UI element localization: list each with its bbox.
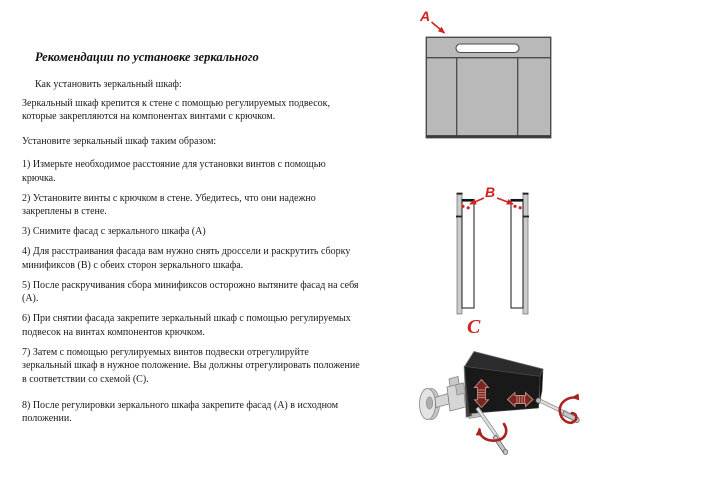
figure-b-label: B [485,184,496,200]
left-inner-panel [462,200,474,309]
intro-paragraph: Зеркальный шкаф крепится к стене с помощью регулируемых подвесок, которые закрепляются на компонентах винтами с крючком. [22,97,331,122]
right-panel [511,193,529,314]
left-outer-bar [457,193,462,314]
wall-anchor [420,389,450,420]
right-minifix-dot-1 [513,205,516,208]
figure-a-cabinet-front-view [415,6,565,141]
right-screwdriver [540,398,579,423]
step-1: 1) Измерьте необходимое расстояние для установки винтов с помощью крючка. [22,159,326,184]
step-3: 3) Снимите фасад с зеркального шкафа (А) [22,226,206,237]
step-5: 5) После раскручивания сбора минификсов осторожно вытяните фасад на себя (А). [22,279,359,304]
cabinet-light-slot [456,44,519,53]
step-8: 8) После регулировки зеркального шкафа закрепите фасад (А) в исходном положении. [22,399,339,424]
figure-b-minifix-panels [440,183,560,343]
right-bar-tick [524,216,530,218]
right-minifix-dot-2 [519,206,522,209]
steps-list [22,158,360,426]
figure-c-label: C [467,316,481,338]
instructions-column [22,50,360,432]
left-minifix-dot-1 [461,205,464,208]
callout-a [419,8,445,33]
left-bar-tick [456,216,462,218]
callout-b [470,184,513,204]
step-2: 2) Установите винты с крючком в стене. Убедитесь, что они надежно закреплены в стене. [22,192,316,217]
wall-disc-hole [426,397,432,409]
bracket-detail [456,383,466,395]
bottom-screwdriver [476,407,508,455]
step-6: 6) При снятии фасада закрепите зеркальный шкаф с помощью регулируемых подвесок на винтах компонентов крючком. [22,313,351,338]
adjustment-box [464,352,543,418]
right-outer-bar [523,193,528,314]
cabinet-drawing [426,37,550,137]
figure-a-label: A [420,8,431,24]
step-4: 4) Для расстраивания фасада вам нужно снять дроссели и раскрутить сборку минификсов (В) с обеих сторон зеркального шкафа. [22,246,351,271]
left-panel [456,193,474,314]
right-inner-panel [511,200,523,309]
page-title: Рекомендации по установке зеркального [35,50,259,64]
left-minifix-dot-2 [467,206,470,209]
step-7: 7) Затем с помощью регулируемых винтов подвески отрегулируйте зеркальный шкаф в нужное положение. Вы должны отрегулировать положение в соответствии со схемой (С). [22,346,360,385]
figure-c-adjustment-bracket [405,345,595,470]
setup-heading: Установите зеркальный шкаф таким образом: [22,135,217,147]
callout-a-arrow [432,22,445,33]
subtitle: Как установить зеркальный шкаф: [35,79,182,90]
bottom-handle-cap [503,449,507,454]
